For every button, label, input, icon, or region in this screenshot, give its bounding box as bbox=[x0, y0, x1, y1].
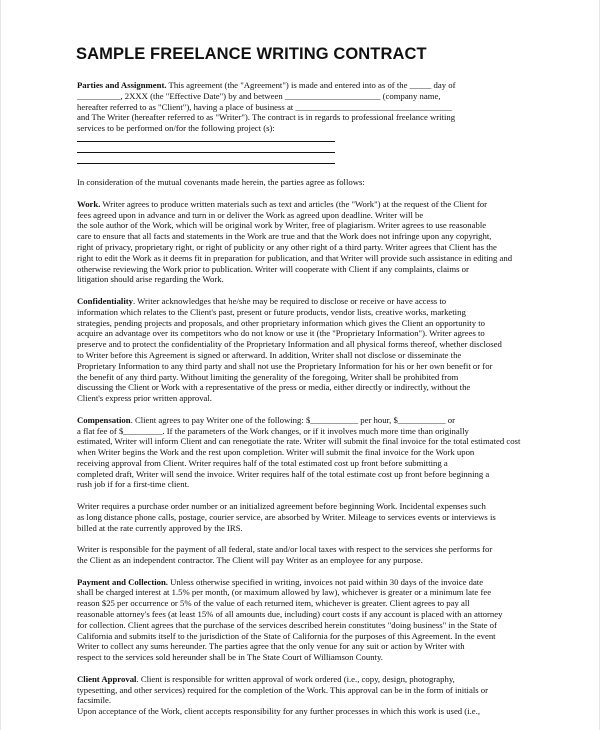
work-line-5: right to edit the Work as it deems fit in preparation for publication, and that Writer will provide such assistance in editing and bbox=[77, 252, 513, 263]
taxes-line-0: Writer is responsible for the payment of all federal, state and/or local taxes with respect to the services she performs for bbox=[77, 544, 493, 555]
compensation-line-0: . Client agrees to pay Writer one of the following: $___________ per hour, $___________ or bbox=[130, 414, 455, 425]
work-line-3: care to ensure that all facts and statements in the Work are true and that the Work does not infringe upon any copyright, bbox=[77, 231, 492, 242]
purchase-order-line-2: billed at the rate currently approved by the IRS. bbox=[77, 522, 243, 533]
purchase-order-line-1: as long distance phone calls, postage, courier service, are absorbed by Writer. Mileage to services events or interviews is bbox=[77, 511, 496, 522]
payment-line-0: Unless otherwise specified in writing, invoices not paid within 30 days of the invoice date bbox=[167, 576, 484, 587]
parties-line-3: and The Writer (hereafter referred to as "Writer"). The contract is in regards to professional freelance writing bbox=[77, 112, 456, 123]
parties-line-4: services to be performed on/for the following project (s): bbox=[77, 123, 275, 134]
confidentiality-line-4: preserve and to protect the confidentiality of the Proprietary Information and all physical forms thereof, whether disclosed bbox=[77, 339, 502, 350]
work-line-0: Writer agrees to produce written materials such as text and articles (the "Work") at the request of the Client for bbox=[100, 198, 487, 209]
compensation-line-2: estimated, Writer will inform Client and can renegotiate the rate. Writer will submit the final invoice for the total estimated cost bbox=[77, 436, 521, 447]
project-blank-line bbox=[77, 163, 335, 164]
compensation-heading: Compensation bbox=[77, 414, 131, 425]
parties-line-2: hereafter referred to as "Client"), having a place of business at ____________________________________ bbox=[77, 101, 452, 112]
parties-line-0: This agreement (the "Agreement") is made and entered into as of the _____ day of bbox=[166, 80, 456, 90]
mutual-covenants: In consideration of the mutual covenants made herein, the parties agree as follows: bbox=[77, 177, 365, 188]
confidentiality-line-9: Client's express prior written approval. bbox=[77, 393, 212, 404]
compensation-line-5: completed draft, Writer will send the invoice. Writer requires half of the total estimate cost up front before beginning a bbox=[77, 468, 490, 479]
payment-line-4: for collection. Client agrees that the purchase of the services described herein constitutes "doing business" in the State of bbox=[77, 619, 497, 630]
compensation-section bbox=[77, 414, 521, 491]
contract-body bbox=[77, 80, 521, 717]
taxes-line-1: the Client as an independent contractor. The Client will pay Writer as an employee for any purpose. bbox=[77, 555, 423, 566]
approval-line-2: facsimile. bbox=[77, 695, 112, 706]
compensation-line-6: rush job if for a first-time client. bbox=[77, 479, 190, 490]
work-line-6: otherwise reviewing the Work prior to publication. Writer will cooperate with Client if any complaints, claims or bbox=[77, 263, 469, 274]
payment-section bbox=[77, 577, 517, 663]
taxes-paragraph bbox=[77, 544, 517, 566]
purchase-order-paragraph bbox=[77, 501, 517, 533]
confidentiality-line-7: the benefit of any third party. Without limiting the generality of the foregoing, Writer shall be prohibited from bbox=[77, 371, 459, 382]
parties-section bbox=[77, 80, 517, 166]
work-line-7: litigation should arise regarding the Work. bbox=[77, 274, 224, 285]
payment-line-2: reason $25 per occurrence or 5% of the value of each returned item, whichever is greater. Client agrees to pay all bbox=[77, 598, 470, 609]
payment-line-7: respect to the services sold hereunder shall be in The State Court of Williamson County. bbox=[77, 652, 383, 663]
approval-section bbox=[77, 674, 517, 717]
work-line-1: fees agreed upon in advance and turn in or deliver the Work as agreed upon deadline. Writer will be bbox=[77, 209, 424, 220]
confidentiality-line-5: to Writer before this Agreement is signed or afterward. In addition, Writer shall not disclose or disseminate the bbox=[77, 349, 462, 360]
payment-heading: Payment and Collection. bbox=[77, 576, 168, 587]
project-blank-line bbox=[77, 141, 335, 142]
approval-heading: Client Approval bbox=[77, 673, 137, 684]
work-line-2: the sole author of the Work, which will be original work by Writer, free of plagiarism. Writer agrees to use reasonable bbox=[77, 220, 487, 231]
payment-line-5: California and submits itself to the jurisdiction of the State of California for the purposes of this Agreement. In the event bbox=[77, 630, 496, 641]
confidentiality-line-1: information which relates to the Client's past, present or future products, vendor lists, creative works, marketing bbox=[77, 306, 466, 317]
payment-line-6: Writer to collect any sums hereunder. The parties agree that the only venue for any suit or action by Writer with bbox=[77, 641, 465, 652]
confidentiality-line-8: discussing the Client or Work with a representative of the press or media, either directly or indirectly, without the bbox=[77, 382, 471, 393]
compensation-line-1: a flat fee of $_________. If the parameters of the Work changes, or if it involves much more time than originally bbox=[77, 425, 469, 436]
confidentiality-line-2: strategies, pending projects and proposals, and other proprietary information which gives the Client an opportunity to bbox=[77, 317, 485, 328]
confidentiality-line-6: Proprietary Information to any third party and shall not use the Proprietary Information for his or her own benefit or for bbox=[77, 360, 493, 371]
compensation-line-4: receiving approval from Client. Writer requires half of the total estimated cost up front before submitting a bbox=[77, 457, 448, 468]
purchase-order-line-0: Writer requires a purchase order number or an initialized agreement before beginning Work. Incidental expenses such bbox=[77, 501, 486, 512]
confidentiality-line-3: acquire an advantage over its competitors who do not know or use it (the "Proprietary Information"). Writer agrees to bbox=[77, 328, 485, 339]
confidentiality-section bbox=[77, 296, 517, 404]
project-blank-line bbox=[77, 152, 335, 153]
work-heading: Work. bbox=[77, 198, 101, 209]
parties-line-1: __________, 2XXX (the "Effective Date") by and between ______________________ (company name, bbox=[77, 90, 441, 101]
payment-line-1: shall be charged interest at 1.5% per month, (or maximum allowed by law), whichever is greater or a minimum late fee bbox=[77, 587, 492, 598]
document-title: SAMPLE FREELANCE WRITING CONTRACT bbox=[76, 45, 427, 63]
approval-line-0: . Client is responsible for written approval of work ordered (i.e., copy, design, photography, bbox=[136, 673, 455, 684]
confidentiality-heading: Confidentiality bbox=[77, 295, 133, 306]
work-line-4: right of privacy, proprietary right, or right of publicity or any other right of a third party. Writer agrees that Client has the bbox=[77, 241, 497, 252]
compensation-line-3: when Writer begins the Work and the rest upon completion. Writer will submit the final invoice for the Work upon bbox=[77, 447, 475, 458]
approval-line-1: typesetting, and other services) required for the completion of the Work. This approval can be in the form of initials or bbox=[77, 684, 489, 695]
parties-heading: Parties and Assignment. bbox=[77, 80, 167, 90]
work-section bbox=[77, 199, 517, 285]
acceptance-line: Upon acceptance of the Work, client accepts responsibility for any further processes in which this work is used (i.e., bbox=[77, 706, 480, 717]
confidentiality-line-0: . Writer acknowledges that he/she may be required to disclose or receive or have access to bbox=[133, 295, 447, 306]
payment-line-3: reasonable attorney's fees (at least 15% of all amounts due, including) court costs if any account is placed with an attorney bbox=[77, 609, 503, 620]
